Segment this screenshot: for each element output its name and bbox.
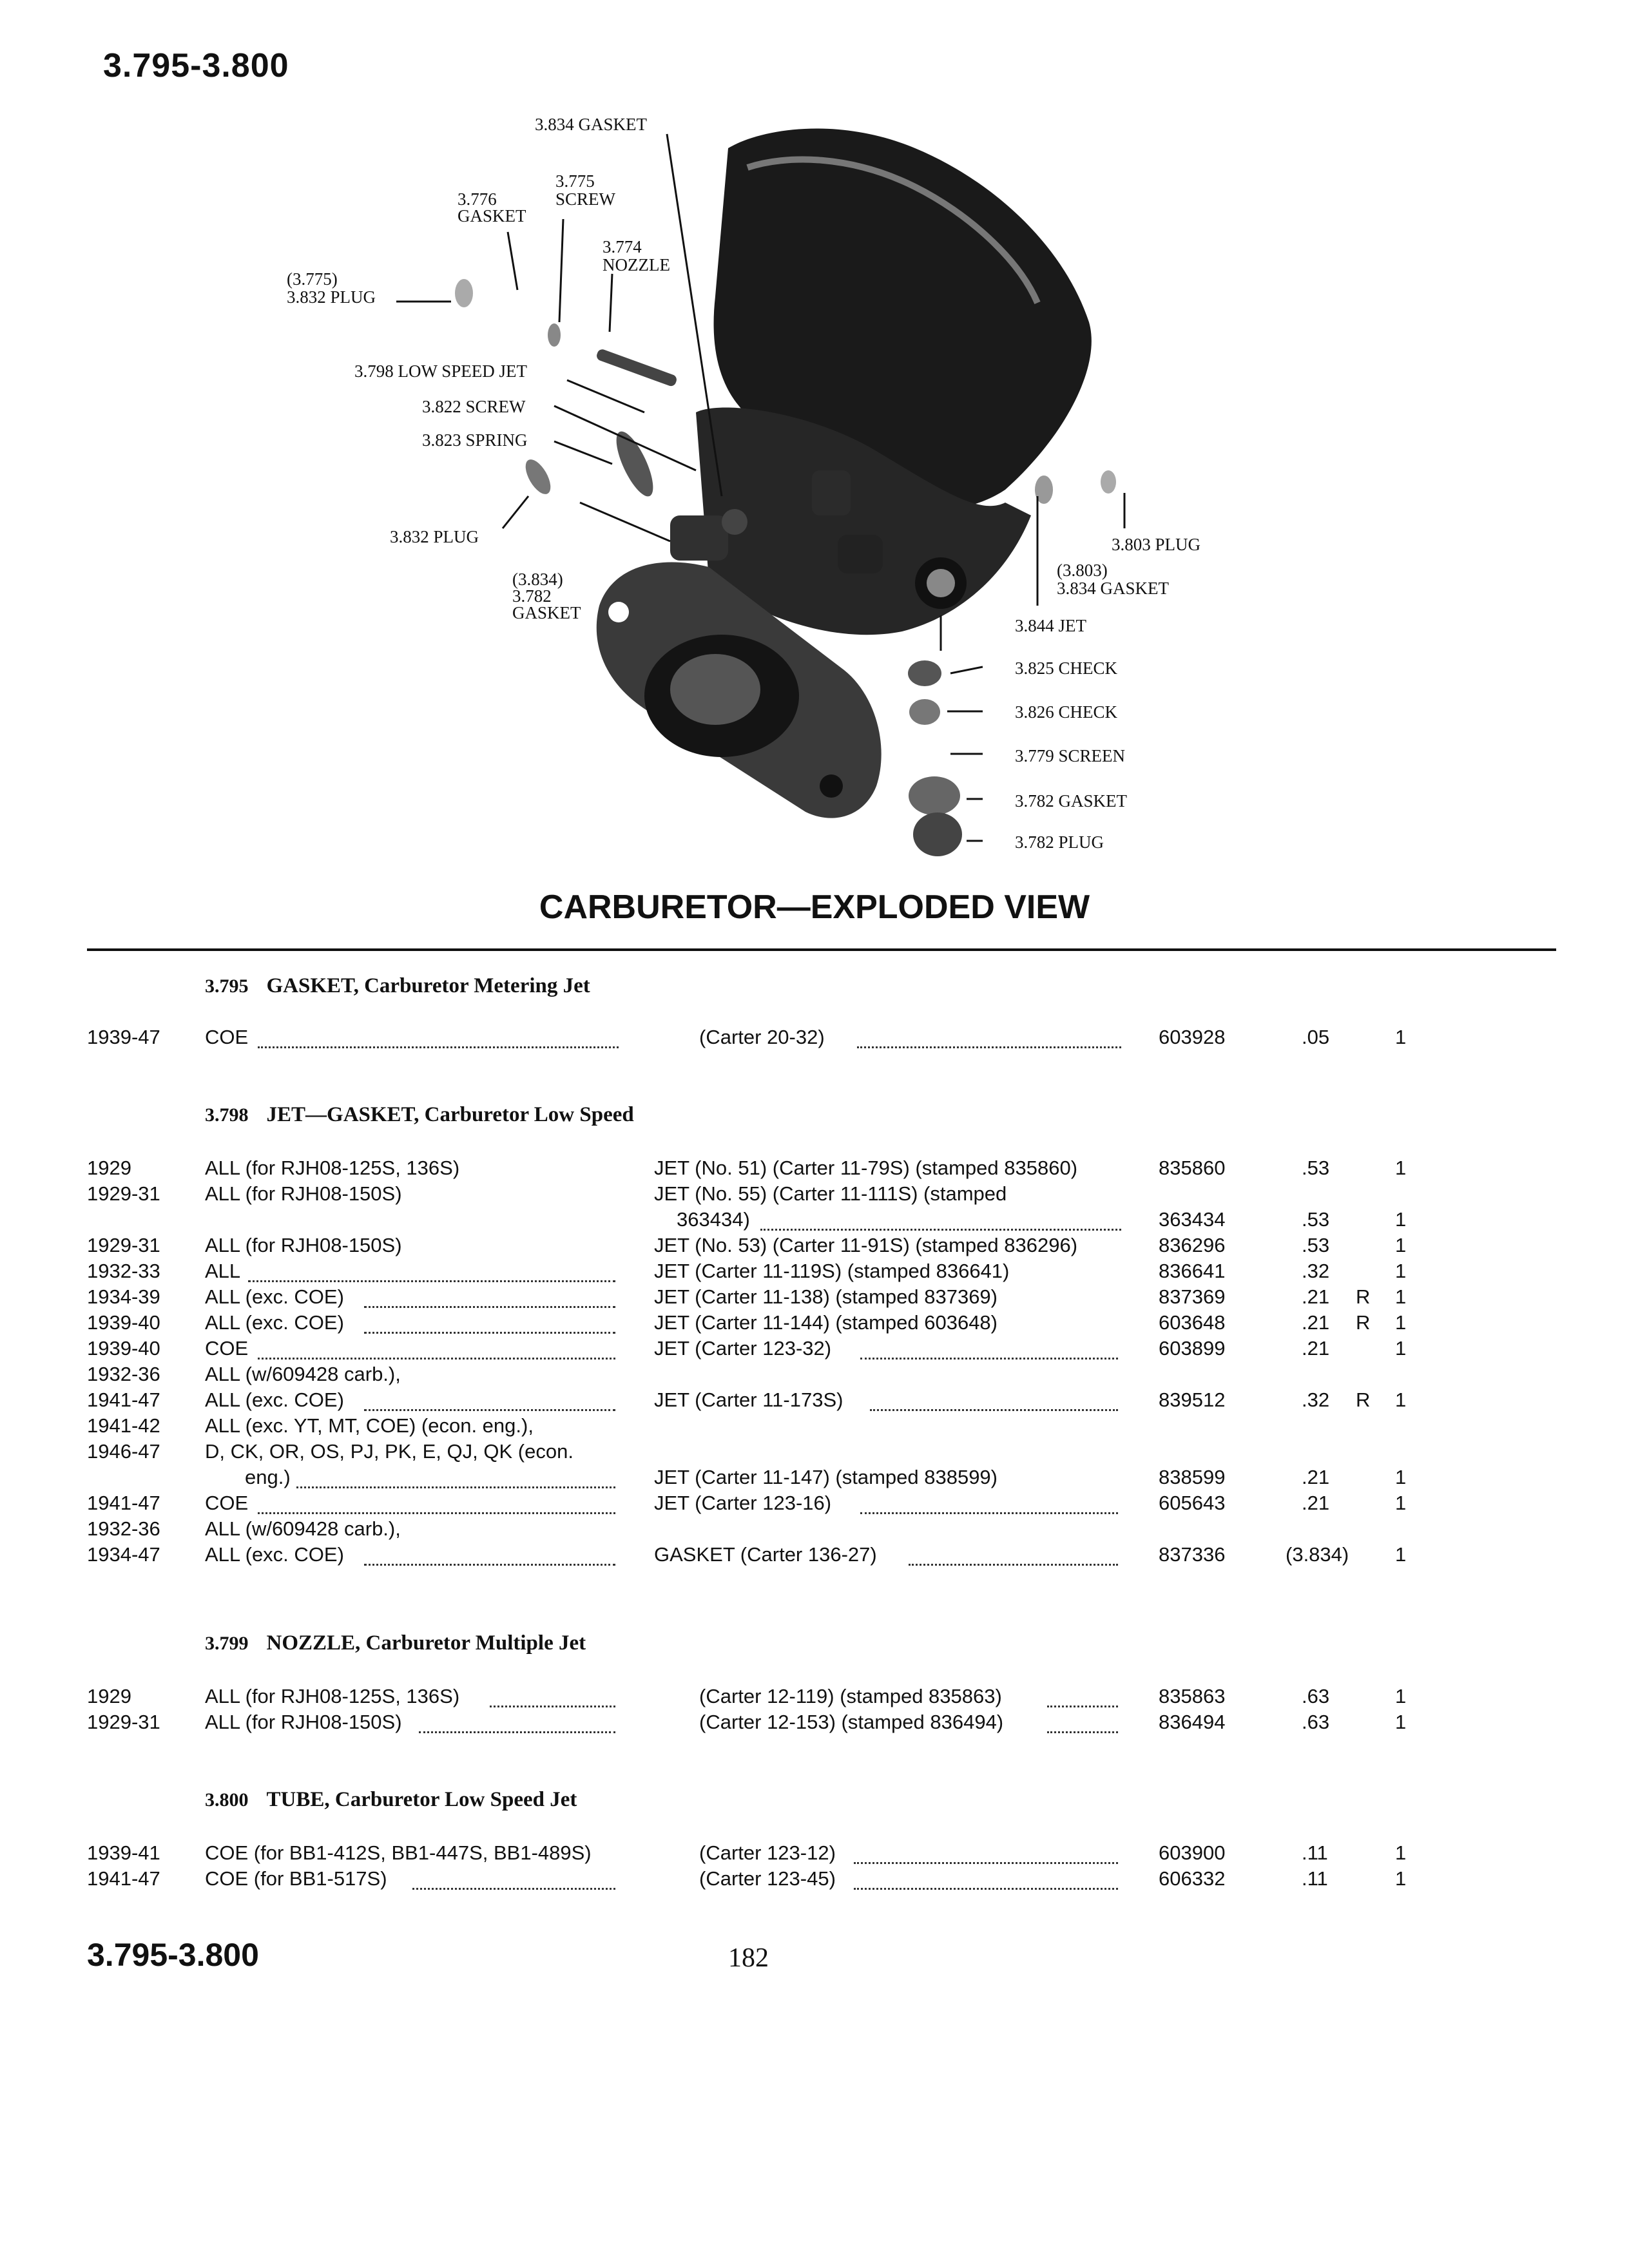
- row-desc: JET (No. 51) (Carter 11-79S) (stamped 835860): [654, 1157, 1078, 1179]
- row-part-number: 837336: [1159, 1543, 1226, 1566]
- callout-screw: SCREW: [555, 189, 616, 209]
- section-name: GASKET, Carburetor Metering Jet: [266, 974, 590, 997]
- section-divider: [87, 948, 1556, 951]
- row-year: 1941-47: [87, 1867, 160, 1890]
- table-row: [0, 1182, 1629, 1211]
- callout-3825-check: 3.825 CHECK: [1015, 658, 1118, 678]
- row-price: .21: [1302, 1492, 1330, 1514]
- row-model: ALL (exc. YT, MT, COE) (econ. eng.),: [205, 1414, 534, 1437]
- row-part-number: 603648: [1159, 1311, 1226, 1334]
- carburetor-illustration: [0, 0, 1629, 902]
- section-number: 3.800: [205, 1789, 249, 1811]
- row-part-number: 835863: [1159, 1685, 1226, 1707]
- row-model: ALL (for RJH08-150S): [205, 1711, 402, 1733]
- callout-3775-paren: (3.775): [287, 269, 338, 289]
- row-model: ALL (for RJH08-150S): [205, 1234, 402, 1256]
- row-price: .53: [1302, 1157, 1330, 1179]
- callout-3834-gasket-top: 3.834 GASKET: [535, 115, 647, 134]
- row-model: ALL (exc. COE): [205, 1389, 344, 1411]
- section-name: TUBE, Carburetor Low Speed Jet: [266, 1788, 577, 1811]
- row-year: 1939-40: [87, 1311, 160, 1334]
- header-section-code: 3.795-3.800: [103, 47, 289, 84]
- row-qty: 1: [1395, 1337, 1407, 1360]
- callout-3782-plug: 3.782 PLUG: [1015, 832, 1104, 852]
- row-year: 1932-33: [87, 1260, 160, 1282]
- table-row: [0, 1157, 1629, 1185]
- table-row: [0, 1543, 1629, 1571]
- callout-3823-spring: 3.823 SPRING: [422, 430, 528, 450]
- row-part-number: 837369: [1159, 1285, 1226, 1308]
- row-qty: 1: [1395, 1208, 1407, 1231]
- callout-3782-gasket: GASKET: [512, 603, 581, 622]
- callout-3798-low-speed-jet: 3.798 LOW SPEED JET: [354, 361, 527, 381]
- row-model: ALL (exc. COE): [205, 1543, 344, 1566]
- row-price: .11: [1302, 1841, 1328, 1864]
- row-desc: JET (Carter 11-147) (stamped 838599): [654, 1466, 998, 1488]
- callout-3844-jet: 3.844 JET: [1015, 616, 1086, 635]
- section-number: 3.798: [205, 1104, 249, 1126]
- row-qty: 1: [1395, 1466, 1407, 1488]
- row-model: eng.): [245, 1466, 291, 1488]
- row-price: (3.834): [1286, 1543, 1349, 1566]
- row-desc: JET (Carter 11-173S): [654, 1389, 843, 1411]
- row-qty: 1: [1395, 1311, 1407, 1334]
- row-model: ALL (exc. COE): [205, 1311, 344, 1334]
- row-model: COE: [205, 1337, 249, 1360]
- row-qty: 1: [1395, 1157, 1407, 1179]
- table-row: [0, 1517, 1629, 1546]
- row-part-number: 836296: [1159, 1234, 1226, 1256]
- row-qty: 1: [1395, 1260, 1407, 1282]
- row-desc: 363434): [677, 1208, 750, 1231]
- callout-3822-screw: 3.822 SCREW: [422, 397, 526, 416]
- table-row: [0, 1685, 1629, 1713]
- row-year: 1934-47: [87, 1543, 160, 1566]
- section-number: 3.799: [205, 1633, 249, 1654]
- row-model: ALL (exc. COE): [205, 1285, 344, 1308]
- callout-3782-gasket-bottom: 3.782 GASKET: [1015, 791, 1127, 811]
- row-part-number: 605643: [1159, 1492, 1226, 1514]
- row-qty: 1: [1395, 1867, 1407, 1890]
- callout-3834-paren: (3.834): [512, 570, 563, 589]
- table-row: [0, 1711, 1629, 1739]
- callout-3774: 3.774: [602, 237, 642, 256]
- row-model: COE: [205, 1492, 249, 1514]
- table-row: [0, 1440, 1629, 1468]
- row-qty: 1: [1395, 1285, 1407, 1308]
- row-desc: JET (Carter 123-32): [654, 1337, 832, 1360]
- section-name: JET—GASKET, Carburetor Low Speed: [266, 1103, 634, 1126]
- callout-3776: 3.776: [458, 189, 497, 209]
- row-year: 1939-47: [87, 1026, 160, 1048]
- row-year: 1941-47: [87, 1492, 160, 1514]
- row-year: 1929: [87, 1157, 131, 1179]
- table-row: [0, 1285, 1629, 1314]
- figure-title: CARBURETOR—EXPLODED VIEW: [539, 889, 1090, 926]
- callout-3779-screen: 3.779 SCREEN: [1015, 746, 1126, 765]
- row-year: 1934-39: [87, 1285, 160, 1308]
- row-price: .63: [1302, 1711, 1330, 1733]
- row-price: .63: [1302, 1685, 1330, 1707]
- row-desc: JET (Carter 11-144) (stamped 603648): [654, 1311, 998, 1334]
- callout-3775: 3.775: [555, 171, 595, 191]
- row-qty: 1: [1395, 1711, 1407, 1733]
- table-row: [0, 1208, 1629, 1236]
- section-title: [205, 1631, 586, 1655]
- row-qty: 1: [1395, 1543, 1407, 1566]
- row-qty: 1: [1395, 1389, 1407, 1411]
- row-r-flag: R: [1356, 1389, 1371, 1411]
- table-row: [0, 1841, 1629, 1870]
- table-row: [0, 1363, 1629, 1391]
- row-price: .21: [1302, 1285, 1330, 1308]
- row-part-number: 603900: [1159, 1841, 1226, 1864]
- row-model: ALL (for RJH08-125S, 136S): [205, 1685, 460, 1707]
- row-r-flag: R: [1356, 1285, 1371, 1308]
- row-year: 1929-31: [87, 1182, 160, 1205]
- row-price: .32: [1302, 1260, 1330, 1282]
- callout-nozzle: NOZZLE: [602, 255, 670, 274]
- row-price: .05: [1302, 1026, 1330, 1048]
- row-model: COE (for BB1-412S, BB1-447S, BB1-489S): [205, 1841, 592, 1864]
- row-desc: (Carter 123-45): [699, 1867, 836, 1890]
- row-part-number: 606332: [1159, 1867, 1226, 1890]
- row-year: 1941-42: [87, 1414, 160, 1437]
- row-desc: (Carter 12-153) (stamped 836494): [699, 1711, 1004, 1733]
- row-year: 1941-47: [87, 1389, 160, 1411]
- table-row: [0, 1260, 1629, 1288]
- row-price: .21: [1302, 1466, 1330, 1488]
- carburetor-drawing: [0, 0, 1629, 902]
- row-year: 1939-40: [87, 1337, 160, 1360]
- table-row: [0, 1311, 1629, 1340]
- table-row: [0, 1466, 1629, 1494]
- callout-3832-plug-top: 3.832 PLUG: [287, 287, 376, 307]
- row-qty: 1: [1395, 1492, 1407, 1514]
- callout-3803-plug: 3.803 PLUG: [1112, 535, 1201, 554]
- row-r-flag: R: [1356, 1311, 1371, 1334]
- row-desc: (Carter 20-32): [699, 1026, 825, 1048]
- row-price: .21: [1302, 1311, 1330, 1334]
- row-model: ALL (for RJH08-125S, 136S): [205, 1157, 460, 1179]
- table-row: [0, 1234, 1629, 1262]
- row-qty: 1: [1395, 1685, 1407, 1707]
- row-part-number: 603928: [1159, 1026, 1226, 1048]
- footer-section-code: 3.795-3.800: [87, 1937, 259, 1973]
- section-name: NOZZLE, Carburetor Multiple Jet: [266, 1631, 586, 1655]
- row-part-number: 603899: [1159, 1337, 1226, 1360]
- row-model: ALL: [205, 1260, 241, 1282]
- page-number: 182: [728, 1943, 769, 1973]
- row-desc: JET (No. 53) (Carter 11-91S) (stamped 836296): [654, 1234, 1078, 1256]
- table-row: [0, 1337, 1629, 1365]
- row-desc: JET (No. 55) (Carter 11-111S) (stamped: [654, 1182, 1007, 1205]
- callout-3832-plug-bottom: 3.832 PLUG: [390, 527, 479, 546]
- row-year: 1932-36: [87, 1517, 160, 1540]
- row-part-number: 363434: [1159, 1208, 1226, 1231]
- row-part-number: 836641: [1159, 1260, 1226, 1282]
- row-qty: 1: [1395, 1026, 1407, 1048]
- row-model: COE (for BB1-517S): [205, 1867, 387, 1890]
- row-model: ALL (for RJH08-150S): [205, 1182, 402, 1205]
- row-year: 1939-41: [87, 1841, 160, 1864]
- row-price: .32: [1302, 1389, 1330, 1411]
- section-title: [205, 1788, 577, 1812]
- row-desc: (Carter 123-12): [699, 1841, 836, 1864]
- row-part-number: 836494: [1159, 1711, 1226, 1733]
- row-part-number: 835860: [1159, 1157, 1226, 1179]
- row-desc: JET (Carter 11-119S) (stamped 836641): [654, 1260, 1010, 1282]
- row-year: 1929-31: [87, 1234, 160, 1256]
- row-year: 1929-31: [87, 1711, 160, 1733]
- row-year: 1932-36: [87, 1363, 160, 1385]
- callout-3776-gasket: GASKET: [458, 206, 526, 226]
- section-title: [205, 974, 590, 998]
- row-price: .21: [1302, 1337, 1330, 1360]
- table-row: [0, 1492, 1629, 1520]
- table-row: [0, 1414, 1629, 1443]
- row-year: 1929: [87, 1685, 131, 1707]
- row-model: ALL (w/609428 carb.),: [205, 1363, 401, 1385]
- callout-3834-gasket-right: 3.834 GASKET: [1057, 579, 1169, 598]
- row-model: D, CK, OR, OS, PJ, PK, E, QJ, QK (econ.: [205, 1440, 574, 1463]
- row-desc: JET (Carter 123-16): [654, 1492, 832, 1514]
- callout-3782: 3.782: [512, 586, 552, 606]
- row-desc: JET (Carter 11-138) (stamped 837369): [654, 1285, 998, 1308]
- callout-3803-paren: (3.803): [1057, 561, 1108, 580]
- row-year: 1946-47: [87, 1440, 160, 1463]
- row-desc: GASKET (Carter 136-27): [654, 1543, 877, 1566]
- row-desc: (Carter 12-119) (stamped 835863): [699, 1685, 1002, 1707]
- row-price: .53: [1302, 1208, 1330, 1231]
- table-row: [0, 1867, 1629, 1896]
- row-part-number: 838599: [1159, 1466, 1226, 1488]
- table-row: [0, 1026, 1629, 1054]
- section-number: 3.795: [205, 975, 249, 997]
- row-model: ALL (w/609428 carb.),: [205, 1517, 401, 1540]
- row-model: COE: [205, 1026, 249, 1048]
- table-row: [0, 1389, 1629, 1417]
- row-price: .11: [1302, 1867, 1328, 1890]
- section-title: [205, 1103, 634, 1127]
- callout-3826-check: 3.826 CHECK: [1015, 702, 1118, 722]
- row-qty: 1: [1395, 1841, 1407, 1864]
- row-part-number: 839512: [1159, 1389, 1226, 1411]
- row-qty: 1: [1395, 1234, 1407, 1256]
- row-price: .53: [1302, 1234, 1330, 1256]
